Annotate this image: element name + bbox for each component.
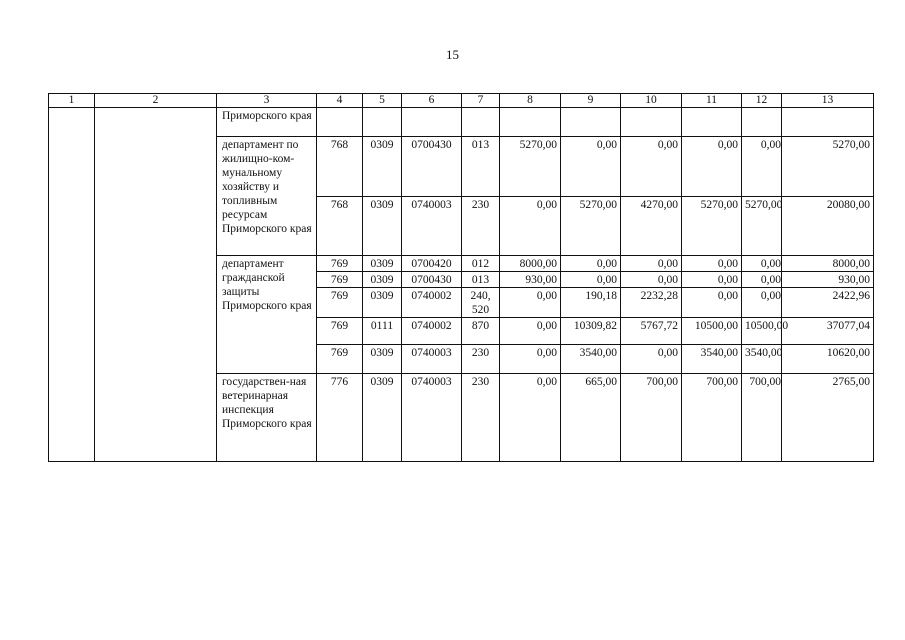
table-cell: 230 bbox=[462, 345, 500, 374]
org-name-cell: департамент гражданской защиты Приморского края bbox=[217, 256, 317, 374]
table-cell: 769 bbox=[317, 272, 363, 288]
table-cell: 0,00 bbox=[682, 288, 742, 318]
table-cell: 013 bbox=[462, 137, 500, 197]
column-header: 8 bbox=[500, 94, 561, 108]
table-cell: 0309 bbox=[363, 256, 402, 272]
table-cell: 012 bbox=[462, 256, 500, 272]
table-cell: 5270,00 bbox=[500, 137, 561, 197]
table-cell: 0740002 bbox=[402, 288, 462, 318]
column-header: 1 bbox=[49, 94, 95, 108]
table-cell: 0740003 bbox=[402, 374, 462, 462]
table-cell: 769 bbox=[317, 256, 363, 272]
table-cell: 8000,00 bbox=[500, 256, 561, 272]
table-cell: 0,00 bbox=[621, 137, 682, 197]
table-cell: 0309 bbox=[363, 345, 402, 374]
table-cell: 0,00 bbox=[561, 272, 621, 288]
table-cell: 0111 bbox=[363, 318, 402, 345]
table-cell: 10500,00 bbox=[682, 318, 742, 345]
table-cell: 37077,04 bbox=[782, 318, 874, 345]
table-cell: 0,00 bbox=[621, 272, 682, 288]
table-cell: 768 bbox=[317, 197, 363, 256]
org-name-cell: Приморского края bbox=[217, 108, 317, 137]
table-cell: 930,00 bbox=[782, 272, 874, 288]
table-row bbox=[49, 108, 874, 137]
column-header: 6 bbox=[402, 94, 462, 108]
column-header: 3 bbox=[217, 94, 317, 108]
table-cell: 0,00 bbox=[742, 137, 782, 197]
table-cell: 0,00 bbox=[621, 345, 682, 374]
table-cell: 3540,00 bbox=[682, 345, 742, 374]
table-cell: 0,00 bbox=[561, 256, 621, 272]
table-cell: 013 bbox=[462, 272, 500, 288]
table-cell: 5270,00 bbox=[682, 197, 742, 256]
table-cell: 0309 bbox=[363, 272, 402, 288]
column-header: 9 bbox=[561, 94, 621, 108]
table-cell: 0700420 bbox=[402, 256, 462, 272]
table-cell: 0,00 bbox=[500, 318, 561, 345]
table-cell: 665,00 bbox=[561, 374, 621, 462]
table-cell: 769 bbox=[317, 345, 363, 374]
column-header: 11 bbox=[682, 94, 742, 108]
column-header: 13 bbox=[782, 94, 874, 108]
table-cell: 769 bbox=[317, 318, 363, 345]
table-cell: 0700430 bbox=[402, 272, 462, 288]
table-cell: 0740002 bbox=[402, 318, 462, 345]
page-number: 15 bbox=[446, 47, 459, 62]
table-cell: 768 bbox=[317, 137, 363, 197]
table-cell: 0309 bbox=[363, 137, 402, 197]
table-cell: 8000,00 bbox=[782, 256, 874, 272]
table-cell: 776 bbox=[317, 374, 363, 462]
cell-col2 bbox=[95, 108, 217, 462]
table-cell: 10309,82 bbox=[561, 318, 621, 345]
table-cell: 0700430 bbox=[402, 137, 462, 197]
table-cell: 870 bbox=[462, 318, 500, 345]
table-cell: 0309 bbox=[363, 288, 402, 318]
table-cell: 240, 520 bbox=[462, 288, 500, 318]
table-cell: 5270,00 bbox=[742, 197, 782, 256]
table-cell: 0,00 bbox=[561, 137, 621, 197]
table-cell: 700,00 bbox=[682, 374, 742, 462]
table-cell: 5270,00 bbox=[561, 197, 621, 256]
table-cell: 0309 bbox=[363, 197, 402, 256]
table-cell: 230 bbox=[462, 197, 500, 256]
table-cell: 190,18 bbox=[561, 288, 621, 318]
table-cell: 0740003 bbox=[402, 197, 462, 256]
table-cell: 5767,72 bbox=[621, 318, 682, 345]
table-cell: 20080,00 bbox=[782, 197, 874, 256]
table-cell: 0,00 bbox=[742, 272, 782, 288]
table-cell: 3540,00 bbox=[742, 345, 782, 374]
column-header: 10 bbox=[621, 94, 682, 108]
table-cell: 0,00 bbox=[621, 256, 682, 272]
table-cell: 0,00 bbox=[500, 197, 561, 256]
table-cell: 769 bbox=[317, 288, 363, 318]
table-cell: 10620,00 bbox=[782, 345, 874, 374]
table-cell: 0740003 bbox=[402, 345, 462, 374]
column-header: 7 bbox=[462, 94, 500, 108]
table-cell: 0,00 bbox=[682, 256, 742, 272]
table-cell: 0,00 bbox=[500, 345, 561, 374]
table-cell: 0,00 bbox=[742, 288, 782, 318]
table-cell: 3540,00 bbox=[561, 345, 621, 374]
table-cell: 5270,00 bbox=[782, 137, 874, 197]
table-cell: 930,00 bbox=[500, 272, 561, 288]
column-header: 5 bbox=[363, 94, 402, 108]
org-name-cell: департамент по жилищно-ком-мунальному хозяйству и топливным ресурсам Приморского края bbox=[217, 137, 317, 256]
budget-table bbox=[48, 93, 874, 462]
table-cell: 4270,00 bbox=[621, 197, 682, 256]
table-cell: 2765,00 bbox=[782, 374, 874, 462]
column-header: 4 bbox=[317, 94, 363, 108]
table-cell: 2232,28 bbox=[621, 288, 682, 318]
table-cell: 2422,96 bbox=[782, 288, 874, 318]
table-cell: 0,00 bbox=[742, 256, 782, 272]
org-name-cell: государствен-ная ветеринарная инспекция Приморского края bbox=[217, 374, 317, 462]
table-cell: 10500,00 bbox=[742, 318, 782, 345]
header-row bbox=[49, 94, 874, 108]
table-cell: 0,00 bbox=[500, 374, 561, 462]
table-cell: 700,00 bbox=[742, 374, 782, 462]
table-cell: 0,00 bbox=[682, 272, 742, 288]
table-cell: 0309 bbox=[363, 374, 402, 462]
table-cell: 700,00 bbox=[621, 374, 682, 462]
table-cell: 230 bbox=[462, 374, 500, 462]
cell-col1 bbox=[49, 108, 95, 462]
column-header: 12 bbox=[742, 94, 782, 108]
table-cell: 0,00 bbox=[500, 288, 561, 318]
column-header: 2 bbox=[95, 94, 217, 108]
table-cell: 0,00 bbox=[682, 137, 742, 197]
